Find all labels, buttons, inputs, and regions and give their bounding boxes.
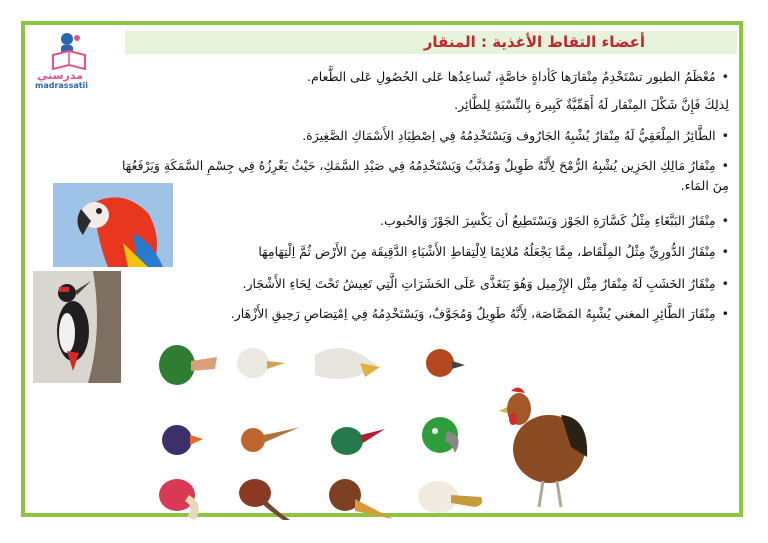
paragraph-4: • مِنْقارُ مَالِكِ الحَزِين يُشْبِهُ الرُّمْحَ لِأَنَّهُ طَوِيلٌ وَمُدَبَّبٌ وَيَسْتَخْدِمُهُ فِي صَيْدِ السَّمَكِ، حَيْثُ يَغْرِزُهُ فِي جِسْمِ السَّمَكَةِ وَيَرْفَعُهَا (122, 158, 729, 173)
logo-latin-text: madrassatii (35, 81, 89, 90)
eagle-head-icon (315, 348, 380, 379)
hummingbird-head-icon (331, 427, 385, 455)
pelican-head-icon (329, 479, 393, 519)
curlew-head-icon (239, 479, 290, 520)
woodpecker-image (33, 271, 121, 383)
kiwi-head-icon (241, 427, 300, 452)
paragraph-7: • مِنْقَارُ الخَشَبِ لَهُ مِنْقارٌ مِثْل الإِزْمِيل وَهُوَ يَتَغَذَّى عَلَى الحَشَرَاتِ الَّتِي تَعِيشُ تَحْتَ لِحَاءِ الأَشْجَار. (243, 276, 729, 291)
flamingo-head-icon (159, 479, 199, 520)
page-frame (21, 21, 743, 517)
sparrow-head-icon (426, 349, 465, 377)
paragraph-3: • الطَّائِرُ المِلْعَقِيُّ لَهُ مِنْقارٌ يُشْبِهُ الجَارُوف وَيَسْتَخْدِمُهُ فِي اِصْطِيَادِ الأَسْمَاكِ الصَّغِيرَة. (302, 128, 729, 143)
paragraph-8: • مِنْقَارَ الطَّائِرِ المغني يُشْبِهُ المَصَّاصَة، لِأَنَّهُ طَوِيلٌ وَمُجَوَّفٌ، وَيَسْتَخْدِمُهُ فِي اِمْتِصَاصِ رَحِيقِ الأَزْهَار. (231, 306, 729, 321)
paragraph-5: • مِنْقَارُ البَبَّغَاءِ مِثْلُ كَسَّارَةِ الجَوْز وَيَسْتَطِيعُ أن يَكْسِرَ الجَوْزَ وَالحُبوب. (380, 213, 729, 228)
paragraph-4-cont: مِنَ المَاء. (680, 178, 729, 193)
gull-head-icon (237, 348, 285, 378)
paragraph-6: • مِنْقَارُ الدُّورِيِّ مِثْلُ المِلْقَاط، مِمَّا يَجْعَلُهُ مُلائِمًا لِالْتِقاطِ الأَشْيَاءِ الدَّقِيقَة مِنَ الأَرْض ثُمَّ اِلْتِهَامِهَا (258, 244, 729, 259)
paragraph-2: لِذلِكَ فَإِنَّ شَكْلَ المِنْقار لَهُ أَهَمِّيَّةٌ كَبِيرة بِالنِّسْبَةِ لِلطَّائِر. (454, 97, 729, 112)
parrot-head-icon (422, 417, 459, 453)
page-title: أعضاء التقاط الأغذية : المنقار (423, 33, 645, 51)
bird-beaks-grid (155, 335, 485, 520)
paragraph-1: • مُعْظَمُ الطيور تسْتَخْدِمُ مِنْقارَها كَأداةٍ خاصَّةٍ، تُساعِدُها عَلى الحُصُولِ عَلى الطَّعام. (307, 69, 729, 84)
finch-head-icon (162, 425, 203, 455)
parrot-image (53, 183, 173, 267)
spoonbill-head-icon (418, 481, 482, 513)
duck-head-icon (159, 345, 217, 385)
hen-image (491, 377, 591, 511)
logo-arabic-text: مدرستي (37, 69, 83, 82)
